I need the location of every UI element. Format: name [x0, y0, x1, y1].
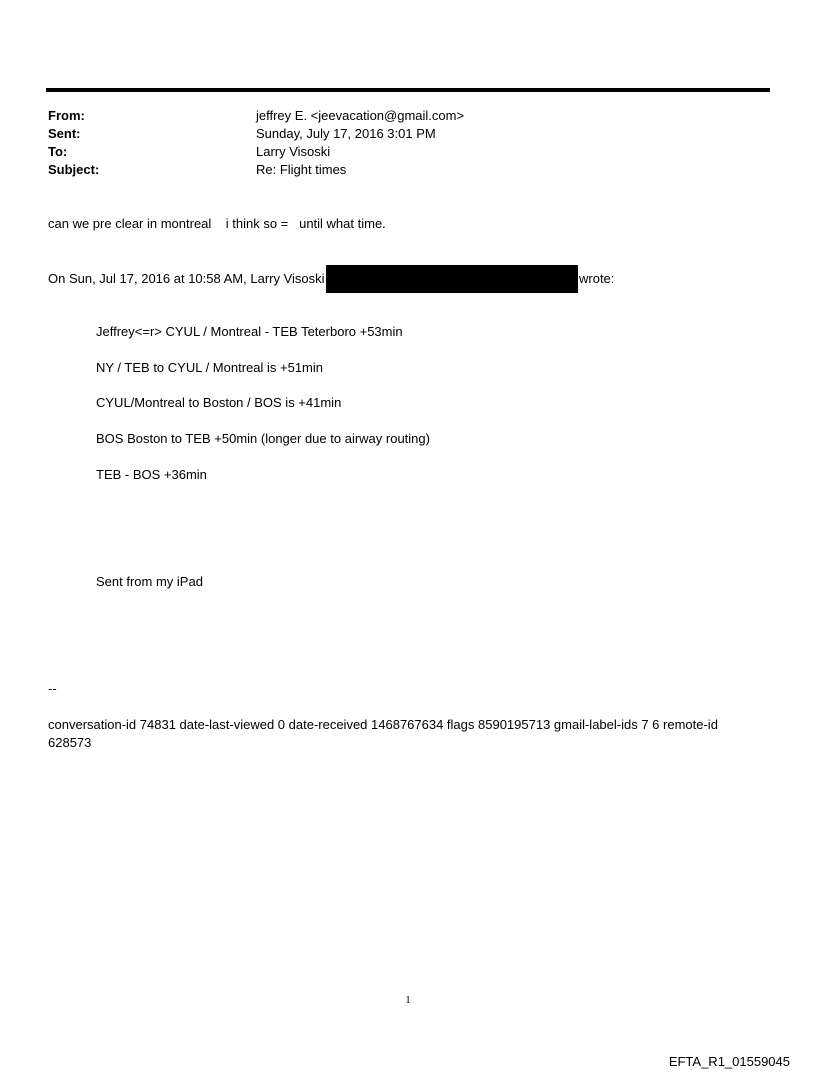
document-id: EFTA_R1_01559045	[668, 1054, 790, 1069]
reply-text: can we pre clear in montreal i think so = until what time.	[48, 216, 386, 231]
page-number: 1	[405, 994, 411, 1006]
header-divider	[46, 88, 770, 92]
quote-intro-after: wrote:	[579, 271, 615, 286]
quoted-line: NY / TEB to CYUL / Montreal is +51min	[96, 360, 323, 375]
sent-label: Sent:	[48, 126, 81, 141]
to-label: To:	[48, 144, 68, 159]
subject-value: Re: Flight times	[256, 162, 347, 177]
metadata-line: conversation-id 74831 date-last-viewed 0 date-received 1468767634 flags 8590195713 gmail-label-ids 7 6 remote-id	[48, 717, 718, 732]
redaction-bar	[326, 265, 578, 293]
quoted-line: CYUL/Montreal to Boston / BOS is +41min	[96, 395, 342, 410]
quote-intro-before: On Sun, Jul 17, 2016 at 10:58 AM, Larry Visoski	[48, 271, 325, 286]
subject-label: Subject:	[48, 162, 100, 177]
from-value: jeffrey E. <jeevacation@gmail.com>	[256, 108, 465, 123]
quoted-line: Jeffrey<=r> CYUL / Montreal - TEB Teterboro +53min	[96, 324, 403, 339]
from-label: From:	[48, 108, 85, 123]
quoted-line: BOS Boston to TEB +50min (longer due to airway routing)	[96, 431, 430, 446]
sent-value: Sunday, July 17, 2016 3:01 PM	[256, 126, 436, 141]
signature: Sent from my iPad	[96, 574, 203, 589]
separator: --	[48, 681, 57, 696]
quoted-line: TEB - BOS +36min	[96, 467, 207, 482]
to-value: Larry Visoski	[256, 144, 331, 159]
metadata-line: 628573	[48, 735, 92, 750]
